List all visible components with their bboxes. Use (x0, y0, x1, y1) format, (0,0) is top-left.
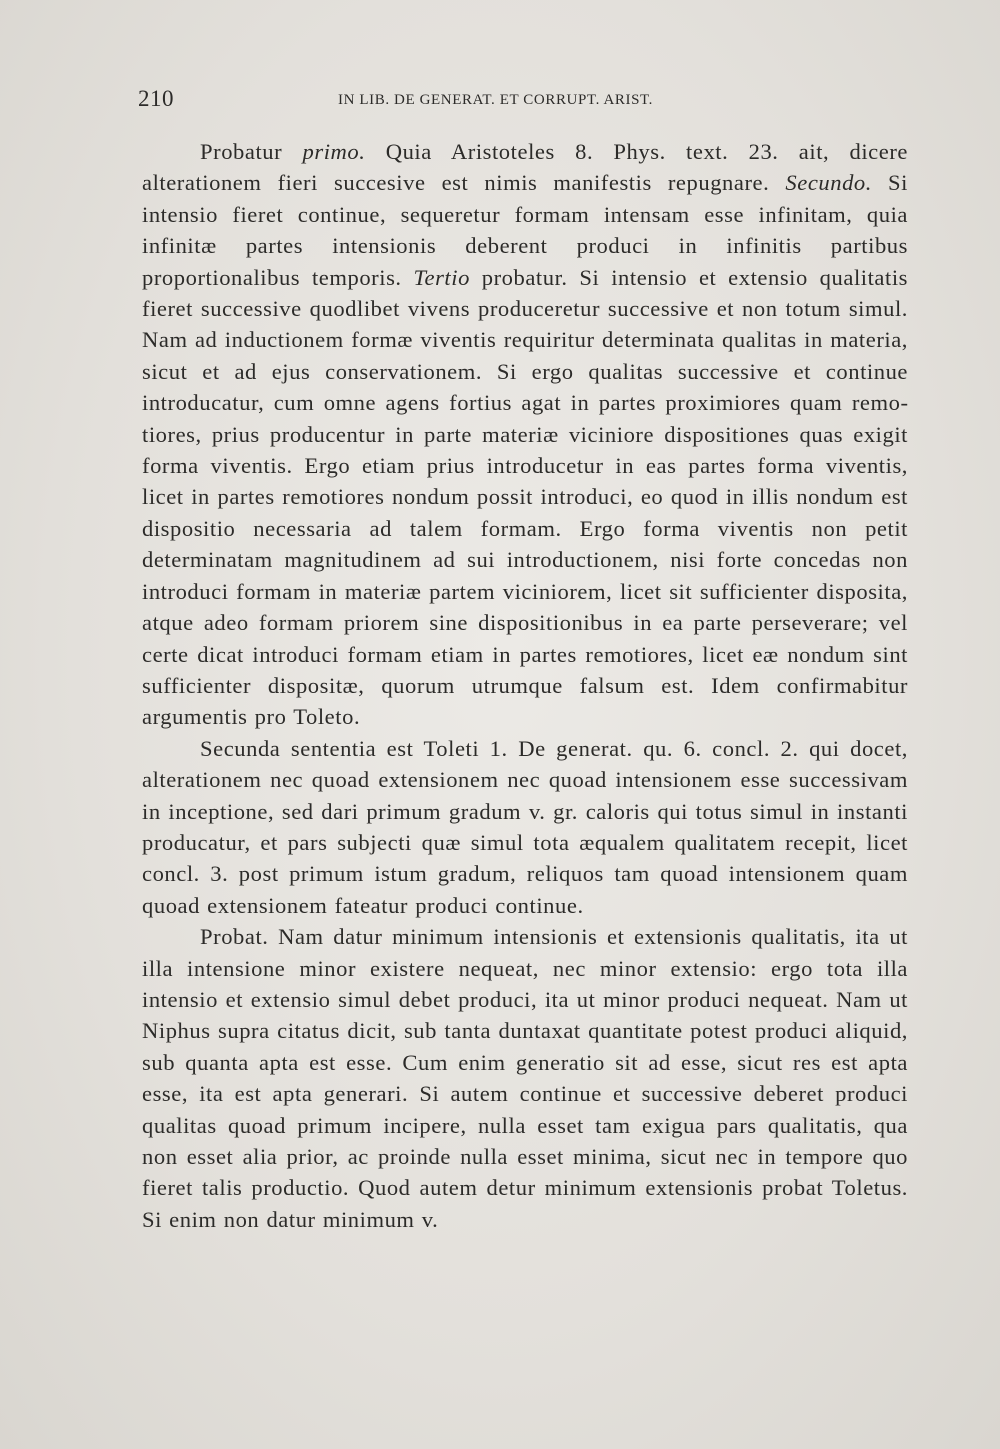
body-text (142, 136, 908, 1235)
text-run: Quia Aristoteles 8. Phys. text. 23. ait, dicere alterationem fieri succesive est nimis manifestis repugnare. (142, 139, 908, 196)
paragraph-2: Secunda sententia est Toleti 1. De generat. qu. 6. concl. 2. qui docet, alterationem nec quoad extensionem nec quoad intensionem esse successivam in inceptione, sed dari primum gradum v. gr. caloris qui totus simul in instanti producatur, et pars subjecti quæ simul tota æqualem qualitatem recepit, licet concl. 3. post primum istum gradum, reliquos tam quoad intensionem quam quoad extensionem fateatur produci continue. (142, 735, 908, 918)
text-run: probatur. Si intensio et extensio qualitatis fieret successive quodlibet vivens produceretur successive et non totum simul. Nam ad inductionem formæ viventis requiritur determinata qualitas in materia, sicut et ad ejus conservationem. Si ergo qualitas successive et continue introducatur, cum omne agens fortius agat in partes proximiores quam remotiores, prius producentur in parte materiæ viciniore dispositiones quas exigit forma viventis. Ergo etiam prius introducetur in eas partes forma viventis, licet in partes remotiores nondum possit introduci, eo quod in illis nondum est dispositio necessaria ad talem formam. Ergo forma viventis non petit determinatam magnitudinem ad sui introductionem, nisi forte concedas non introduci formam in materiæ partem viciniorem, licet sit sufficienter disposita, atque adeo formam priorem sine dispositionibus in ea parte perseverare; vel certe dicat introduci formam etiam in partes remotiores, licet eæ nondum sint sufficienter dispositæ, quorum utrumque falsum est. Idem confirmabitur argumentis pro Toleto. (142, 264, 908, 730)
paragraph-1 (142, 136, 908, 733)
italic-text-run: Secundo. (785, 170, 872, 196)
running-title: IN LIB. DE GENERAT. ET CORRUPT. ARIST. (338, 92, 654, 108)
text-run: Probatur (200, 139, 303, 164)
page-number: 210 (138, 86, 174, 111)
running-head (138, 86, 908, 116)
italic-text-run: primo. (302, 139, 366, 164)
italic-text-run: Tertio (413, 264, 470, 290)
text-run: Si intensio fieret continue, sequeretur formam intensam esse infinitam, quia infinitæ partes intensionis deberent produci in infinitis partibus proportionalibus temporis. (142, 170, 908, 290)
paragraph-3: Probat. Nam datur minimum intensionis et extensionis qualitatis, ita ut illa intensione minor existere nequeat, nec minor extensio: ergo tota illa intensio et extensio simul debet produci, ita ut minor produci nequeat. Nam ut Niphus supra citatus dicit, sub tanta duntaxat quantitate potest produci aliquid, sub quanta apta est esse. Cum enim generatio sit ad esse, sicut res est apta esse, ita est apta generari. Si autem continue et successive deberet produci qualitas quoad primum incipere, nulla esset tam exigua pars qualitatis, qua non esset alia prior, ac proinde nulla esset minima, sicut nec in tempore quo fieret talis productio. Quod autem detur minimum extensionis probat Toletus. Si enim non datur minimum v. (142, 924, 908, 1232)
